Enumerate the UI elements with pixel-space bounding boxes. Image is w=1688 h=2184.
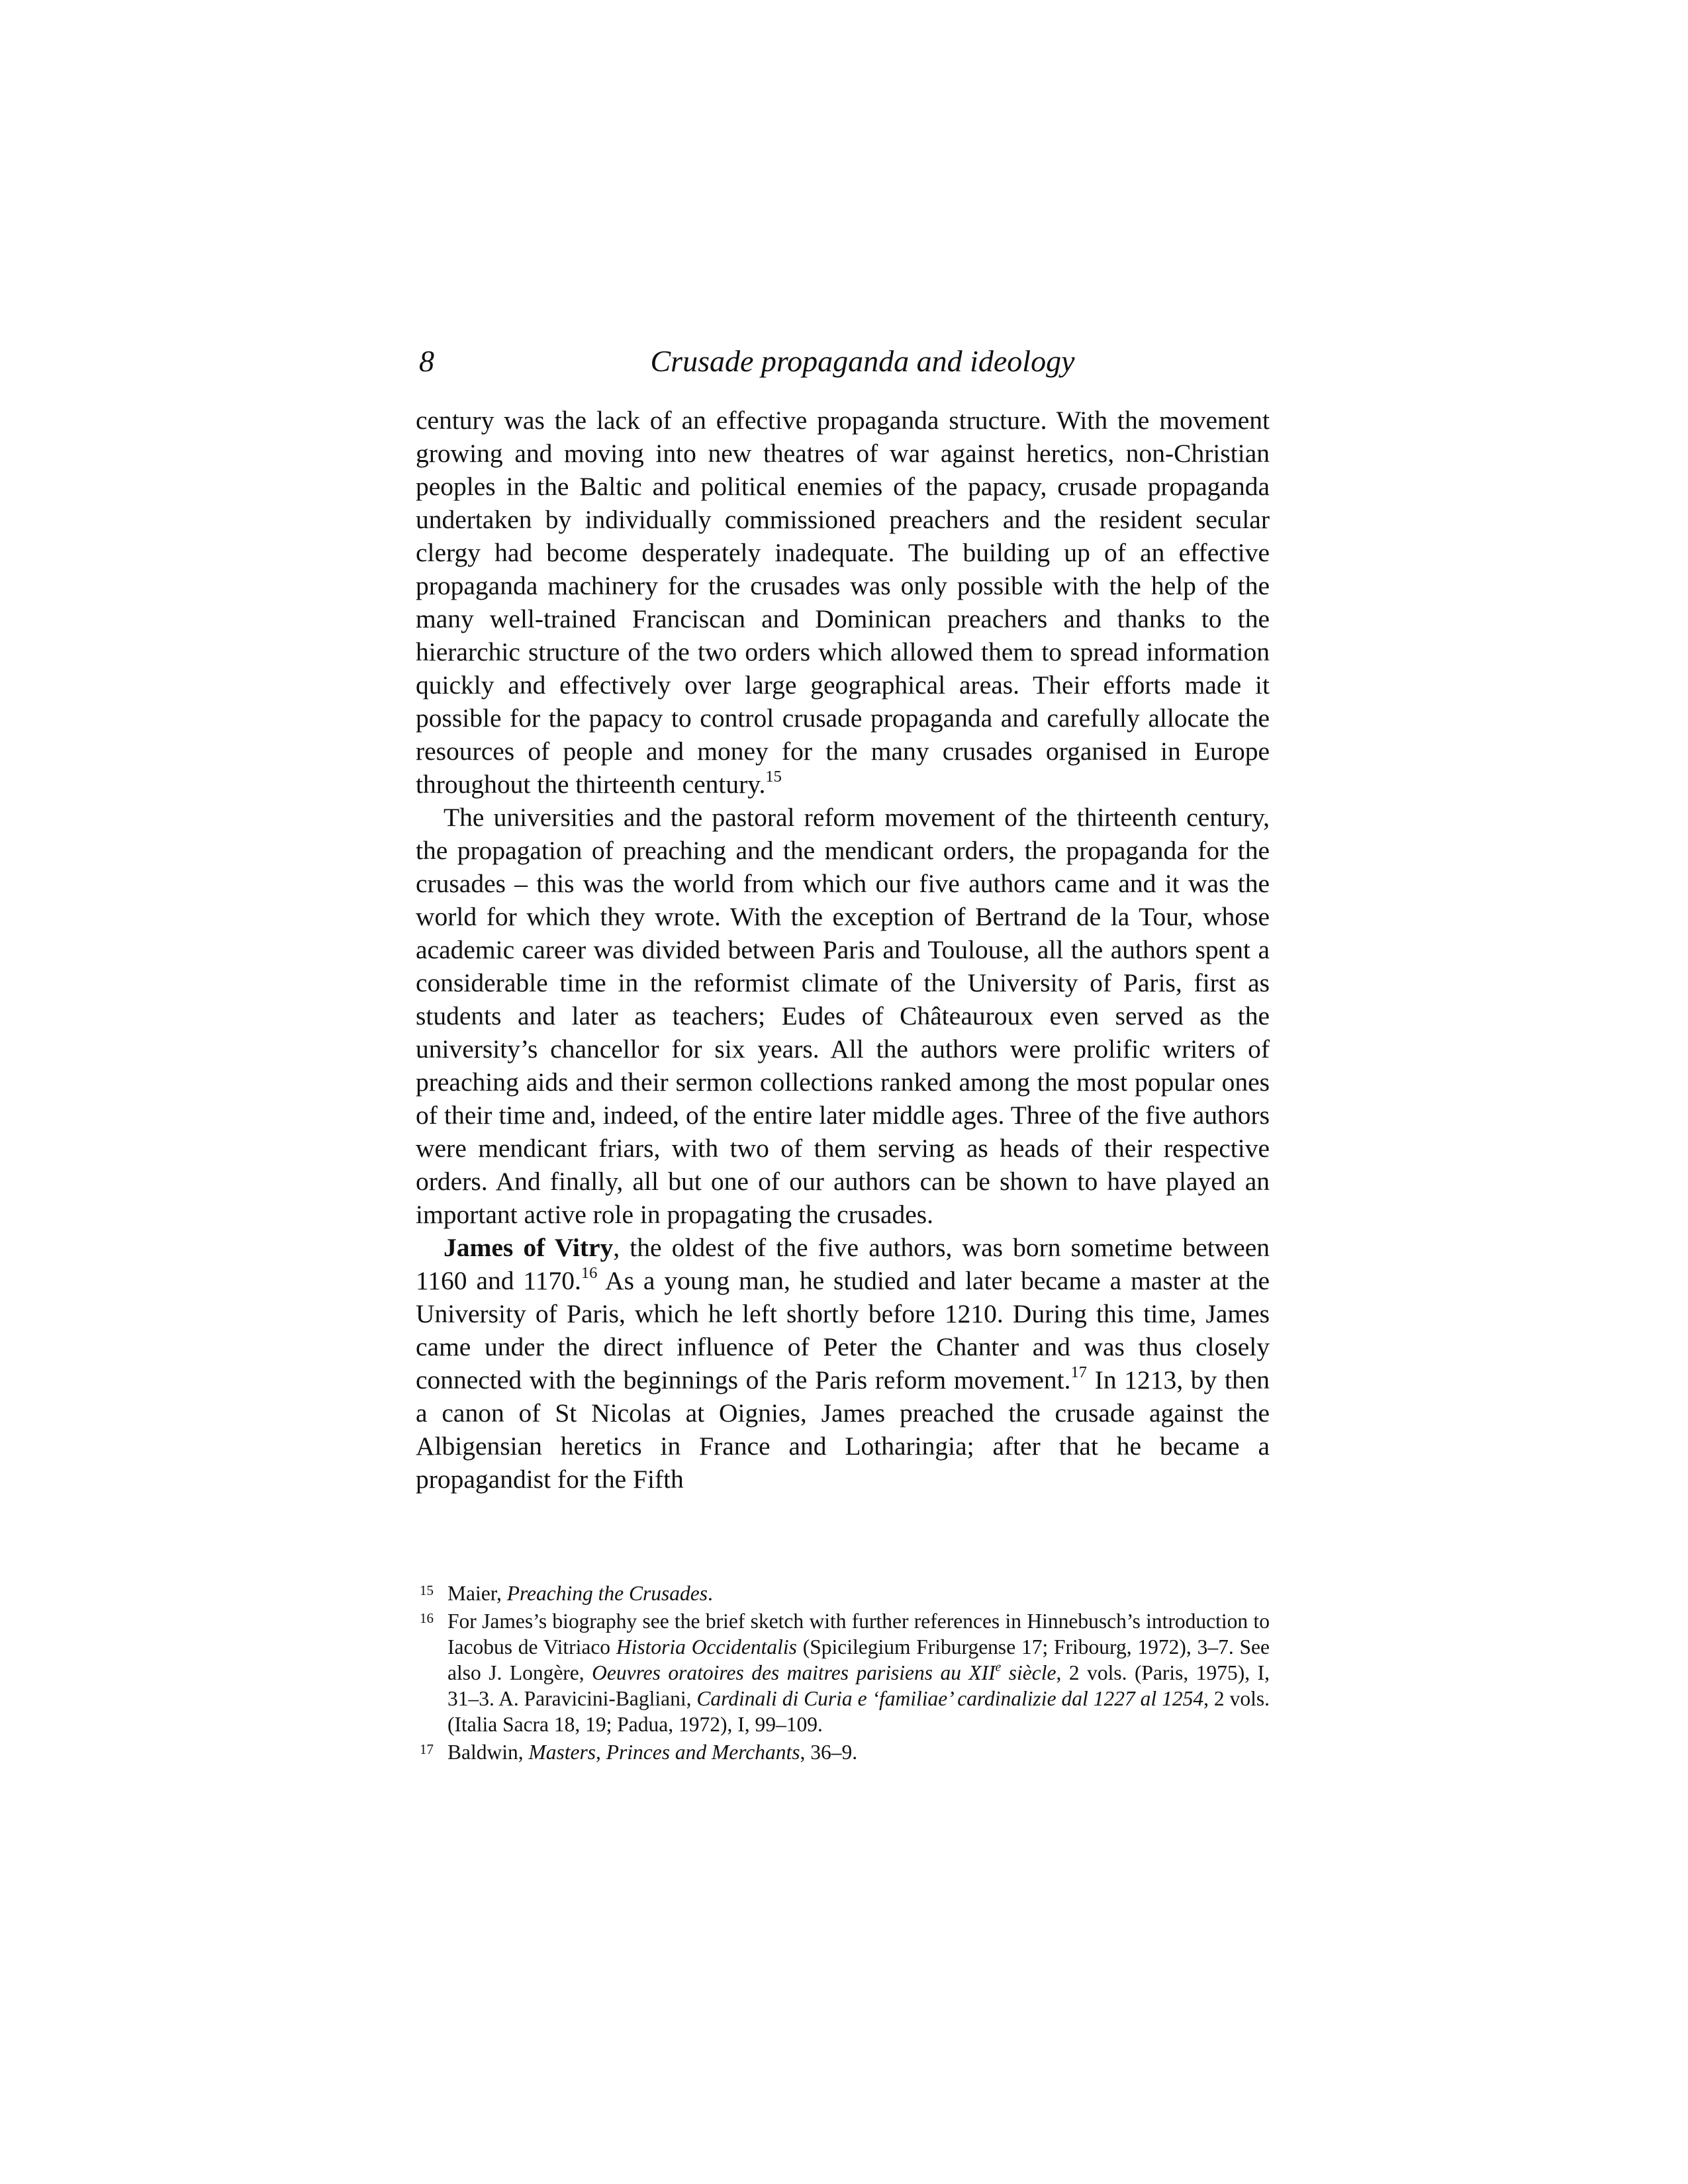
footnote-work-title: siècle [1001,1661,1056,1684]
footnote-work-title: Historia Occidentalis [616,1635,797,1659]
footnote-superscript: e [995,1660,1002,1674]
footnote-work-title: Preaching the Crusades [506,1582,708,1605]
footnote-text: (Spicilegium Friburgense 17; Fribourg, 1972), 3–7. See also J. Longère, [447,1635,1270,1684]
note-ref-16: 16 [581,1264,598,1283]
page-number: 8 [419,344,434,378]
footnote-author: Maier, [447,1582,507,1605]
footnote-work-title: Oeuvres oratoires des maitres parisiens au XII [592,1661,996,1684]
subject-name: James of Vitry [444,1233,614,1262]
footnote-number: 16 [420,1610,434,1626]
footnote-work-title: Masters, Princes and Merchants [528,1741,800,1764]
paragraph-3-text-a: , the oldest of the five authors, was born sometime between 1160 and 1170. [416,1233,1270,1295]
footnote-text: . [708,1582,713,1605]
paragraph-2 [416,801,1270,1231]
footnotes [416,1580,1270,1767]
footnote-text: , 2 vols. (Paris, 1975), I, 31–3. A. Paravicini-Bagliani, [447,1661,1270,1710]
body-text [416,404,1270,1496]
footnote-16 [416,1608,1270,1737]
footnote-15 [416,1580,1270,1606]
footnote-17 [416,1739,1270,1765]
footnote-work-title: Cardinali di Curia e ‘familiae’ cardinalizie dal 1227 al 1254 [696,1687,1204,1710]
paragraph-3-text-b: As a young man, he studied and later became a master at the University of Paris, which he left shortly before 1210. During this time, James came under the direct influence of Peter the Chanter and was thus closely connected with the beginnings of the Paris reform movement. [416,1266,1270,1394]
running-title: Crusade propaganda and ideology [650,344,1075,378]
footnote-text: , 36–9. [800,1741,858,1764]
footnote-author: Baldwin, [447,1741,529,1764]
paragraph-1-text: century was the lack of an effective propaganda structure. With the movement growing and moving into new theatres of war against heretics, non-Christian peoples in the Baltic and political enemies of the papacy, crusade propaganda undertaken by individually commissioned preachers and the resident secular clergy had become desperately inadequate. The building up of an effective propaganda machinery for the crusades was only possible with the help of the many well-trained Franciscan and Dominican preachers and thanks to the hierarchic structure of the two orders which allowed them to spread information quickly and effectively over large geographical areas. Their efforts made it possible for the papacy to control crusade propaganda and carefully allocate the resources of people and money for the many crusades organised in Europe throughout the thirteenth century. [416,406,1270,799]
footnote-number: 15 [420,1582,434,1598]
note-ref-15: 15 [765,768,782,786]
paragraph-2-text: The universities and the pastoral reform movement of the thirteenth century, the propagation of preaching and the mendicant orders, the propaganda for the crusades – this was the world from which our five authors came and it was the world for which they wrote. With the exception of Bertrand de la Tour, whose academic career was divided between Paris and Toulouse, all the authors spent a considerable time in the reformist climate of the University of Paris, first as students and later as teachers; Eudes of Châteauroux even served as the university’s chancellor for six years. All the authors were prolific writers of preaching aids and their sermon collections ranked among the most popular ones of their time and, indeed, of the entire later middle ages. Three of the five authors were mendicant friars, with two of them serving as heads of their respective orders. And finally, all but one of our authors can be shown to have played an important active role in propagating the crusades. [416,803,1270,1229]
paragraph-3 [416,1231,1270,1496]
footnote-text: , 2 vols. (Italia Sacra 18, 19; Padua, 1972), I, 99–109. [447,1687,1270,1736]
book-page [416,338,1270,1873]
footnote-number: 17 [420,1741,434,1757]
note-ref-17: 17 [1070,1363,1088,1382]
paragraph-1 [416,404,1270,801]
footnote-text: For James’s biography see the brief sketch with further references in Hinnebusch’s introduction to Iacobus de Vitriaco [447,1610,1270,1659]
paragraph-3-text-c: In 1213, by then a canon of St Nicolas at Oignies, James preached the crusade against the Albigensian heretics in France and Lotharingia; after that he became a propagandist for the Fifth [416,1365,1270,1494]
running-head [416,338,1270,385]
